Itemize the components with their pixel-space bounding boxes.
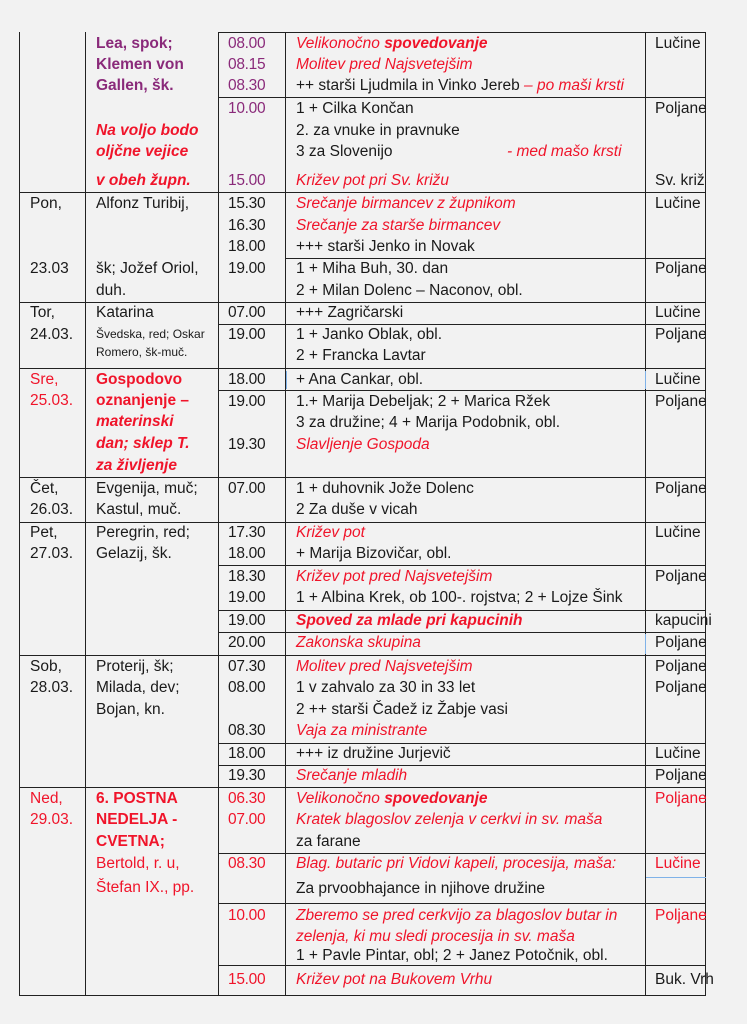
event-time: 08.15 xyxy=(228,56,266,73)
event-text: 2 + Milan Dolenc – Naconov, obl. xyxy=(296,282,523,299)
event-text xyxy=(296,789,488,808)
table-border-bottom xyxy=(19,995,706,996)
event-text: 2 ++ starši Čadež iz Žabje vasi xyxy=(296,701,508,718)
event-location: Poljane xyxy=(655,658,707,675)
day-name: Ned, xyxy=(30,790,63,807)
feast-name: Gospodovo xyxy=(96,371,183,388)
event-text: Srečanje za starše birmancev xyxy=(296,217,501,234)
event-text-note: - med mašo krsti xyxy=(507,143,622,160)
row-divider xyxy=(218,565,706,566)
row-divider xyxy=(218,97,706,98)
event-time: 19.00 xyxy=(228,326,266,343)
event-time: 19.00 xyxy=(228,589,266,606)
event-time: 06.30 xyxy=(228,790,266,807)
event-text: 3 za družine; 4 + Marija Podobnik, obl. xyxy=(296,414,561,431)
day-date: 23.03 xyxy=(30,260,69,277)
event-time: 15.00 xyxy=(228,971,266,988)
event-text: 2 Za duše v vicah xyxy=(296,501,418,518)
event-text: 1 v zahvalo za 30 in 33 let xyxy=(296,679,476,696)
note-text: Na voljo bodo xyxy=(96,122,199,139)
event-text: Slavljenje Gospoda xyxy=(296,436,430,453)
column-divider-location xyxy=(645,32,646,906)
event-location: Sv. križ xyxy=(655,172,705,189)
feast-name: oznanjenje – xyxy=(96,392,190,409)
event-text-bold: spovedovanje xyxy=(384,790,488,807)
event-time: 08.00 xyxy=(228,679,266,696)
event-time: 07.30 xyxy=(228,658,266,675)
event-time: 07.00 xyxy=(228,304,266,321)
saint-name: Milada, dev; xyxy=(96,679,180,696)
event-text: 1 + Miha Buh, 30. dan xyxy=(296,260,449,277)
event-text-part: Velikonočno xyxy=(296,35,385,52)
event-text: Križev pot na Bukovem Vrhu xyxy=(296,971,493,988)
day-date: 28.03. xyxy=(30,679,74,696)
event-text: za farane xyxy=(296,833,361,850)
event-text: Molitev pred Najsvetejšim xyxy=(296,658,473,675)
event-text: Kratek blagoslov zelenja v cerkvi in sv. maša xyxy=(296,811,603,828)
event-text: Križev pot pred Najsvetejšim xyxy=(296,568,493,585)
day-name: Sre, xyxy=(30,371,59,388)
event-text: 1 + Pavle Pintar, obl; 2 + Janez Potočnik, obl. xyxy=(296,947,608,964)
event-location: Poljane xyxy=(655,480,707,497)
event-time: 18.00 xyxy=(228,238,266,255)
day-date: 27.03. xyxy=(30,545,74,562)
event-text: Blag. butaric pri Vidovi kapeli, procesija, maša: xyxy=(296,855,617,872)
event-time: 08.30 xyxy=(228,722,266,739)
row-divider xyxy=(218,903,706,904)
column-divider-location xyxy=(645,900,646,996)
saint-name: Švedska, red; Oskar xyxy=(96,327,205,341)
saint-name: Romero, šk-muč. xyxy=(96,345,188,359)
day-date: 29.03. xyxy=(30,811,74,828)
saint-name: Katarina xyxy=(96,304,154,321)
event-location: Poljane xyxy=(655,767,707,784)
event-text: Križev pot pri Sv. križu xyxy=(296,172,450,189)
row-divider xyxy=(218,765,706,766)
event-location: Lučine xyxy=(655,371,701,388)
day-name: Tor, xyxy=(30,304,55,321)
event-text: Molitev pred Najsvetejšim xyxy=(296,56,473,73)
event-text: 1 + Albina Krek, ob 100-. rojstva; 2 + Lojze Šink xyxy=(296,589,623,606)
event-location: Poljane xyxy=(655,790,707,807)
event-text: Srečanje birmancev z župnikom xyxy=(296,195,516,212)
event-time: 19.00 xyxy=(228,260,266,277)
saint-name: Bertold, r. u, xyxy=(96,855,180,872)
event-time: 18.00 xyxy=(228,745,266,762)
table-border-left xyxy=(19,32,20,906)
event-location: Poljane xyxy=(655,260,707,277)
row-divider xyxy=(19,787,706,788)
event-location: Poljane xyxy=(655,634,707,651)
event-text: +++ starši Jenko in Novak xyxy=(296,238,475,255)
event-text-bold: spovedovanje xyxy=(384,35,488,52)
event-text: Križev pot xyxy=(296,524,365,541)
table-border-top xyxy=(218,32,706,33)
saint-name: Lea, spok; xyxy=(96,35,173,52)
day-date: 24.03. xyxy=(30,326,74,343)
saint-name: Gelazij, šk. xyxy=(96,545,172,562)
day-date: 25.03. xyxy=(30,392,74,409)
saint-name: Bojan, kn. xyxy=(96,701,165,718)
text-cursor-mark xyxy=(645,371,646,389)
event-text: 1 + Cilka Končan xyxy=(296,100,414,117)
saint-name: Kastul, muč. xyxy=(96,501,182,518)
feast-name: NEDELJA - xyxy=(96,811,178,828)
event-text-note: – po maši krsti xyxy=(519,77,624,94)
day-name: Čet, xyxy=(30,480,59,497)
event-text: Za prvoobhajance in njihove družine xyxy=(296,880,546,897)
event-location: Buk. Vrh xyxy=(655,971,714,988)
saint-name: Evgenija, muč; xyxy=(96,480,198,497)
event-text: Zakonska skupina xyxy=(296,634,421,651)
column-divider-saints xyxy=(218,32,219,906)
event-time: 08.30 xyxy=(228,855,266,872)
feast-name: za življenje xyxy=(96,457,177,474)
event-text: Srečanje mladih xyxy=(296,767,408,784)
event-text: 2. za vnuke in pravnuke xyxy=(296,122,460,139)
text-cursor-mark xyxy=(645,634,646,654)
event-text: 1 + duhovnik Jože Dolenc xyxy=(296,480,474,497)
row-divider xyxy=(19,477,706,478)
event-text: + Marija Bizovičar, obl. xyxy=(296,545,452,562)
event-location: Lučine xyxy=(655,35,701,52)
event-location: Poljane xyxy=(655,907,707,924)
event-text: 3 za Slovenijo xyxy=(296,143,393,160)
event-location: Lučine xyxy=(655,195,701,212)
saint-name: Alfonz Turibij, xyxy=(96,195,190,212)
event-text: Zberemo se pred cerkvijo za blagoslov butar in xyxy=(296,907,618,924)
column-divider-day xyxy=(85,32,86,906)
event-location: Lučine xyxy=(655,304,701,321)
row-divider xyxy=(19,655,706,656)
saint-name: šk; Jožef Oriol, xyxy=(96,260,199,277)
event-time: 17.30 xyxy=(228,524,266,541)
table-border-left xyxy=(19,900,20,996)
event-time: 10.00 xyxy=(228,100,266,117)
event-text: 1 + Janko Oblak, obl. xyxy=(296,326,443,343)
event-text xyxy=(296,76,624,95)
event-text: zelenja, ki mu sledi procesija in sv. maša xyxy=(296,928,575,945)
row-divider xyxy=(218,743,706,744)
event-location: Poljane xyxy=(655,568,707,585)
event-time: 18.00 xyxy=(228,371,266,388)
text-cursor-mark xyxy=(646,877,706,878)
event-location: kapucini xyxy=(655,612,712,629)
row-divider xyxy=(19,368,706,369)
event-text: Spoved za mlade pri kapucinih xyxy=(296,612,523,629)
event-time: 07.00 xyxy=(228,480,266,497)
event-time: 16.30 xyxy=(228,217,266,234)
event-location: Poljane xyxy=(655,393,707,410)
event-location: Lučine xyxy=(655,745,701,762)
row-divider xyxy=(19,192,706,193)
saint-name: Klemen von xyxy=(96,56,184,73)
event-time: 15.00 xyxy=(228,172,266,189)
event-time: 18.30 xyxy=(228,568,266,585)
day-name: Pon, xyxy=(30,195,62,212)
day-name: Pet, xyxy=(30,524,58,541)
event-time: 08.30 xyxy=(228,77,266,94)
saint-name: Peregrin, red; xyxy=(96,524,190,541)
day-date: 26.03. xyxy=(30,501,74,518)
day-name: Sob, xyxy=(30,658,62,675)
event-text: +++ Zagričarski xyxy=(296,304,404,321)
event-location: Lučine xyxy=(655,524,701,541)
event-text-part: ++ starši Ljudmila in Vinko Jereb xyxy=(296,77,520,94)
event-text xyxy=(296,34,488,53)
event-location: Poljane xyxy=(655,100,707,117)
event-location: Lučine xyxy=(655,855,701,872)
row-divider xyxy=(218,632,706,633)
note-text: oljčne vejice xyxy=(96,143,189,160)
event-text: +++ iz družine Jurjevič xyxy=(296,745,451,762)
event-location: Poljane xyxy=(655,679,707,696)
event-time: 07.00 xyxy=(228,811,266,828)
event-time: 15.30 xyxy=(228,195,266,212)
event-time: 08.00 xyxy=(228,35,266,52)
feast-name: dan; sklep T. xyxy=(96,435,190,452)
column-divider-day xyxy=(85,900,86,996)
text-cursor-mark xyxy=(286,371,287,389)
event-text: 2 + Francka Lavtar xyxy=(296,347,426,364)
feast-name: 6. POSTNA xyxy=(96,790,178,807)
event-time: 19.30 xyxy=(228,767,266,784)
event-time: 18.00 xyxy=(228,545,266,562)
event-text: + Ana Cankar, obl. xyxy=(296,371,424,388)
column-divider-time xyxy=(285,900,286,996)
event-time: 20.00 xyxy=(228,634,266,651)
feast-name: materinski xyxy=(96,413,174,430)
feast-name: CVETNA; xyxy=(96,833,165,850)
event-location: Poljane xyxy=(655,326,707,343)
event-time: 10.00 xyxy=(228,907,266,924)
saint-name: Štefan IX., pp. xyxy=(96,879,195,896)
column-divider-time xyxy=(285,32,286,906)
note-text: v obeh župn. xyxy=(96,172,191,189)
event-text: Vaja za ministrante xyxy=(296,722,428,739)
event-time: 19.00 xyxy=(228,393,266,410)
saint-name: duh. xyxy=(96,282,127,299)
row-divider xyxy=(218,390,706,391)
event-text-part: Velikonočno xyxy=(296,790,385,807)
saint-name: Proterij, šk; xyxy=(96,658,174,675)
row-divider xyxy=(218,965,706,966)
row-divider xyxy=(218,324,706,325)
saint-name: Gallen, šk. xyxy=(96,77,174,94)
event-text: 1.+ Marija Debeljak; 2 + Marica Ržek xyxy=(296,393,551,410)
column-divider-saints xyxy=(218,900,219,996)
event-time: 19.30 xyxy=(228,436,266,453)
event-time: 19.00 xyxy=(228,612,266,629)
